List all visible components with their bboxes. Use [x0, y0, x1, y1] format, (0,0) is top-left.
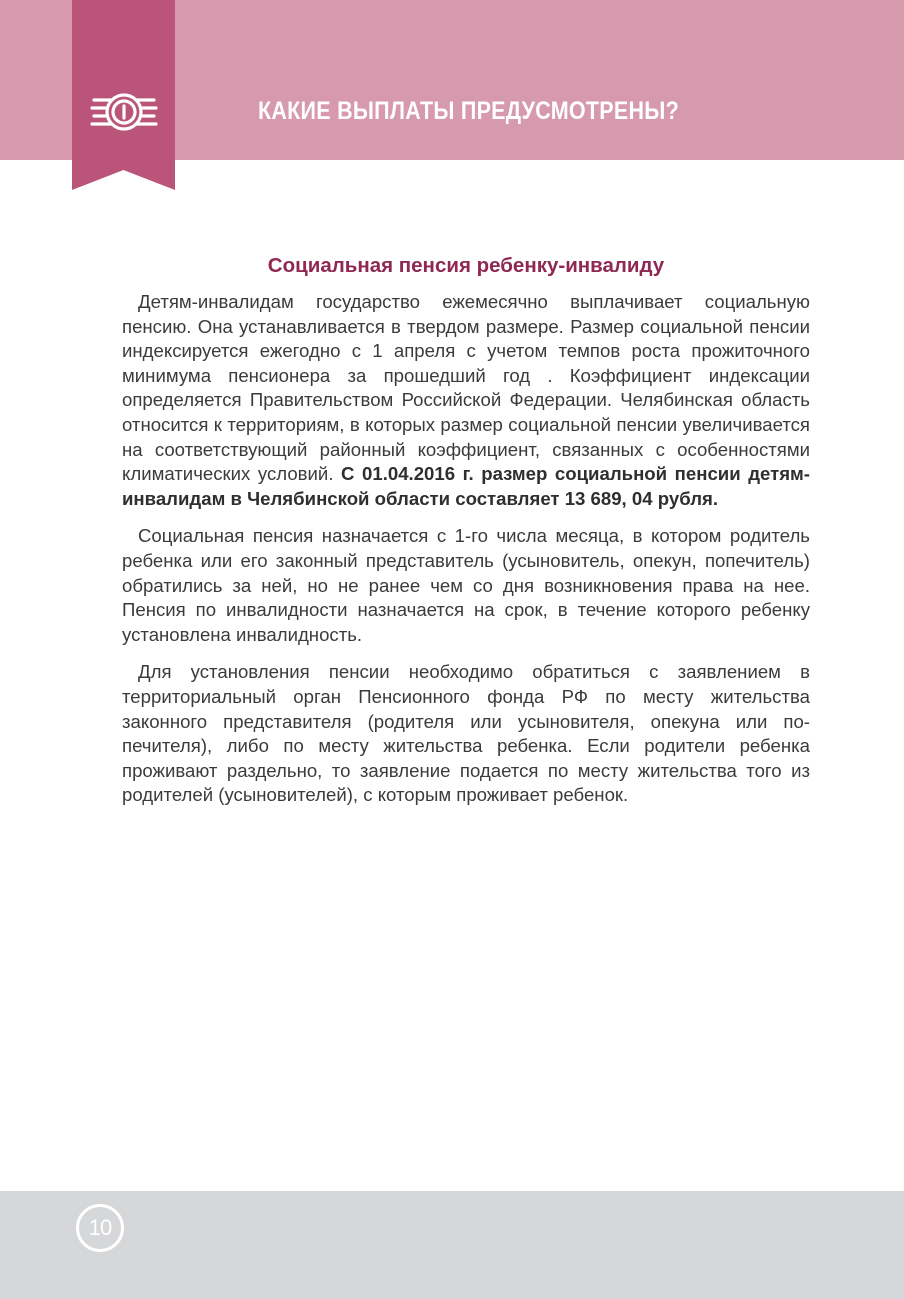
- coins-icon: [88, 86, 160, 134]
- footer-band: [0, 1191, 904, 1299]
- paragraph-text: Социальная пенсия назначается с 1-го числа месяца, в котором родитель ребенка или его законный представитель (усыновитель, опекун, попечитель) обратились за ней, но не ранее чем со дня возникновения права на нее. Пенсия по инвалидности назначается на срок, в течение которого ребенку установлена инвалидность.: [122, 525, 810, 645]
- body-text: [122, 290, 810, 821]
- paragraph: [122, 524, 810, 647]
- paragraph-text: Для установления пенсии необходимо обратиться с заявлением в территориальный орган Пенсионного фонда РФ по месту жительства законного представителя (родителя или усыновителя, опекуна или попечителя), либо по месту жительства ребенка. Если родители ребенка проживают раздельно, то заявление подается по месту жительства того из родителей (усыновителей), с которым проживает ребенок.: [122, 661, 810, 806]
- header-title: КАКИЕ ВЫПЛАТЫ ПРЕДУСМОТРЕНЫ?: [258, 97, 679, 125]
- paragraph: [122, 660, 810, 808]
- section-title: Социальная пенсия ребенку-инвалиду: [267, 254, 665, 277]
- paragraph-bold-text: С 01.04.2016 г. размер социальной пенсии детям-инвалидам в Челябинской области составляет 13 689, 04 рубля.: [122, 463, 810, 509]
- paragraph: [122, 290, 810, 511]
- paragraph-text: Детям-инвалидам государство ежемесячно выплачивает социальную пенсию. Она устанавливается в твердом размере. Размер социальной пенсии индексируется ежегодно с 1 апреля с учетом темпов роста прожиточного минимума пенсионера за прошедший год . Коэффициент индексации определяется Правительством Российской Федерации. Челябинская область относится к территориям, в которых размер социальной пенсии увеличивается на соответствующий районный коэффициент, связанных с особенностями климатических условий.: [122, 291, 810, 485]
- page-number: 10: [76, 1204, 124, 1252]
